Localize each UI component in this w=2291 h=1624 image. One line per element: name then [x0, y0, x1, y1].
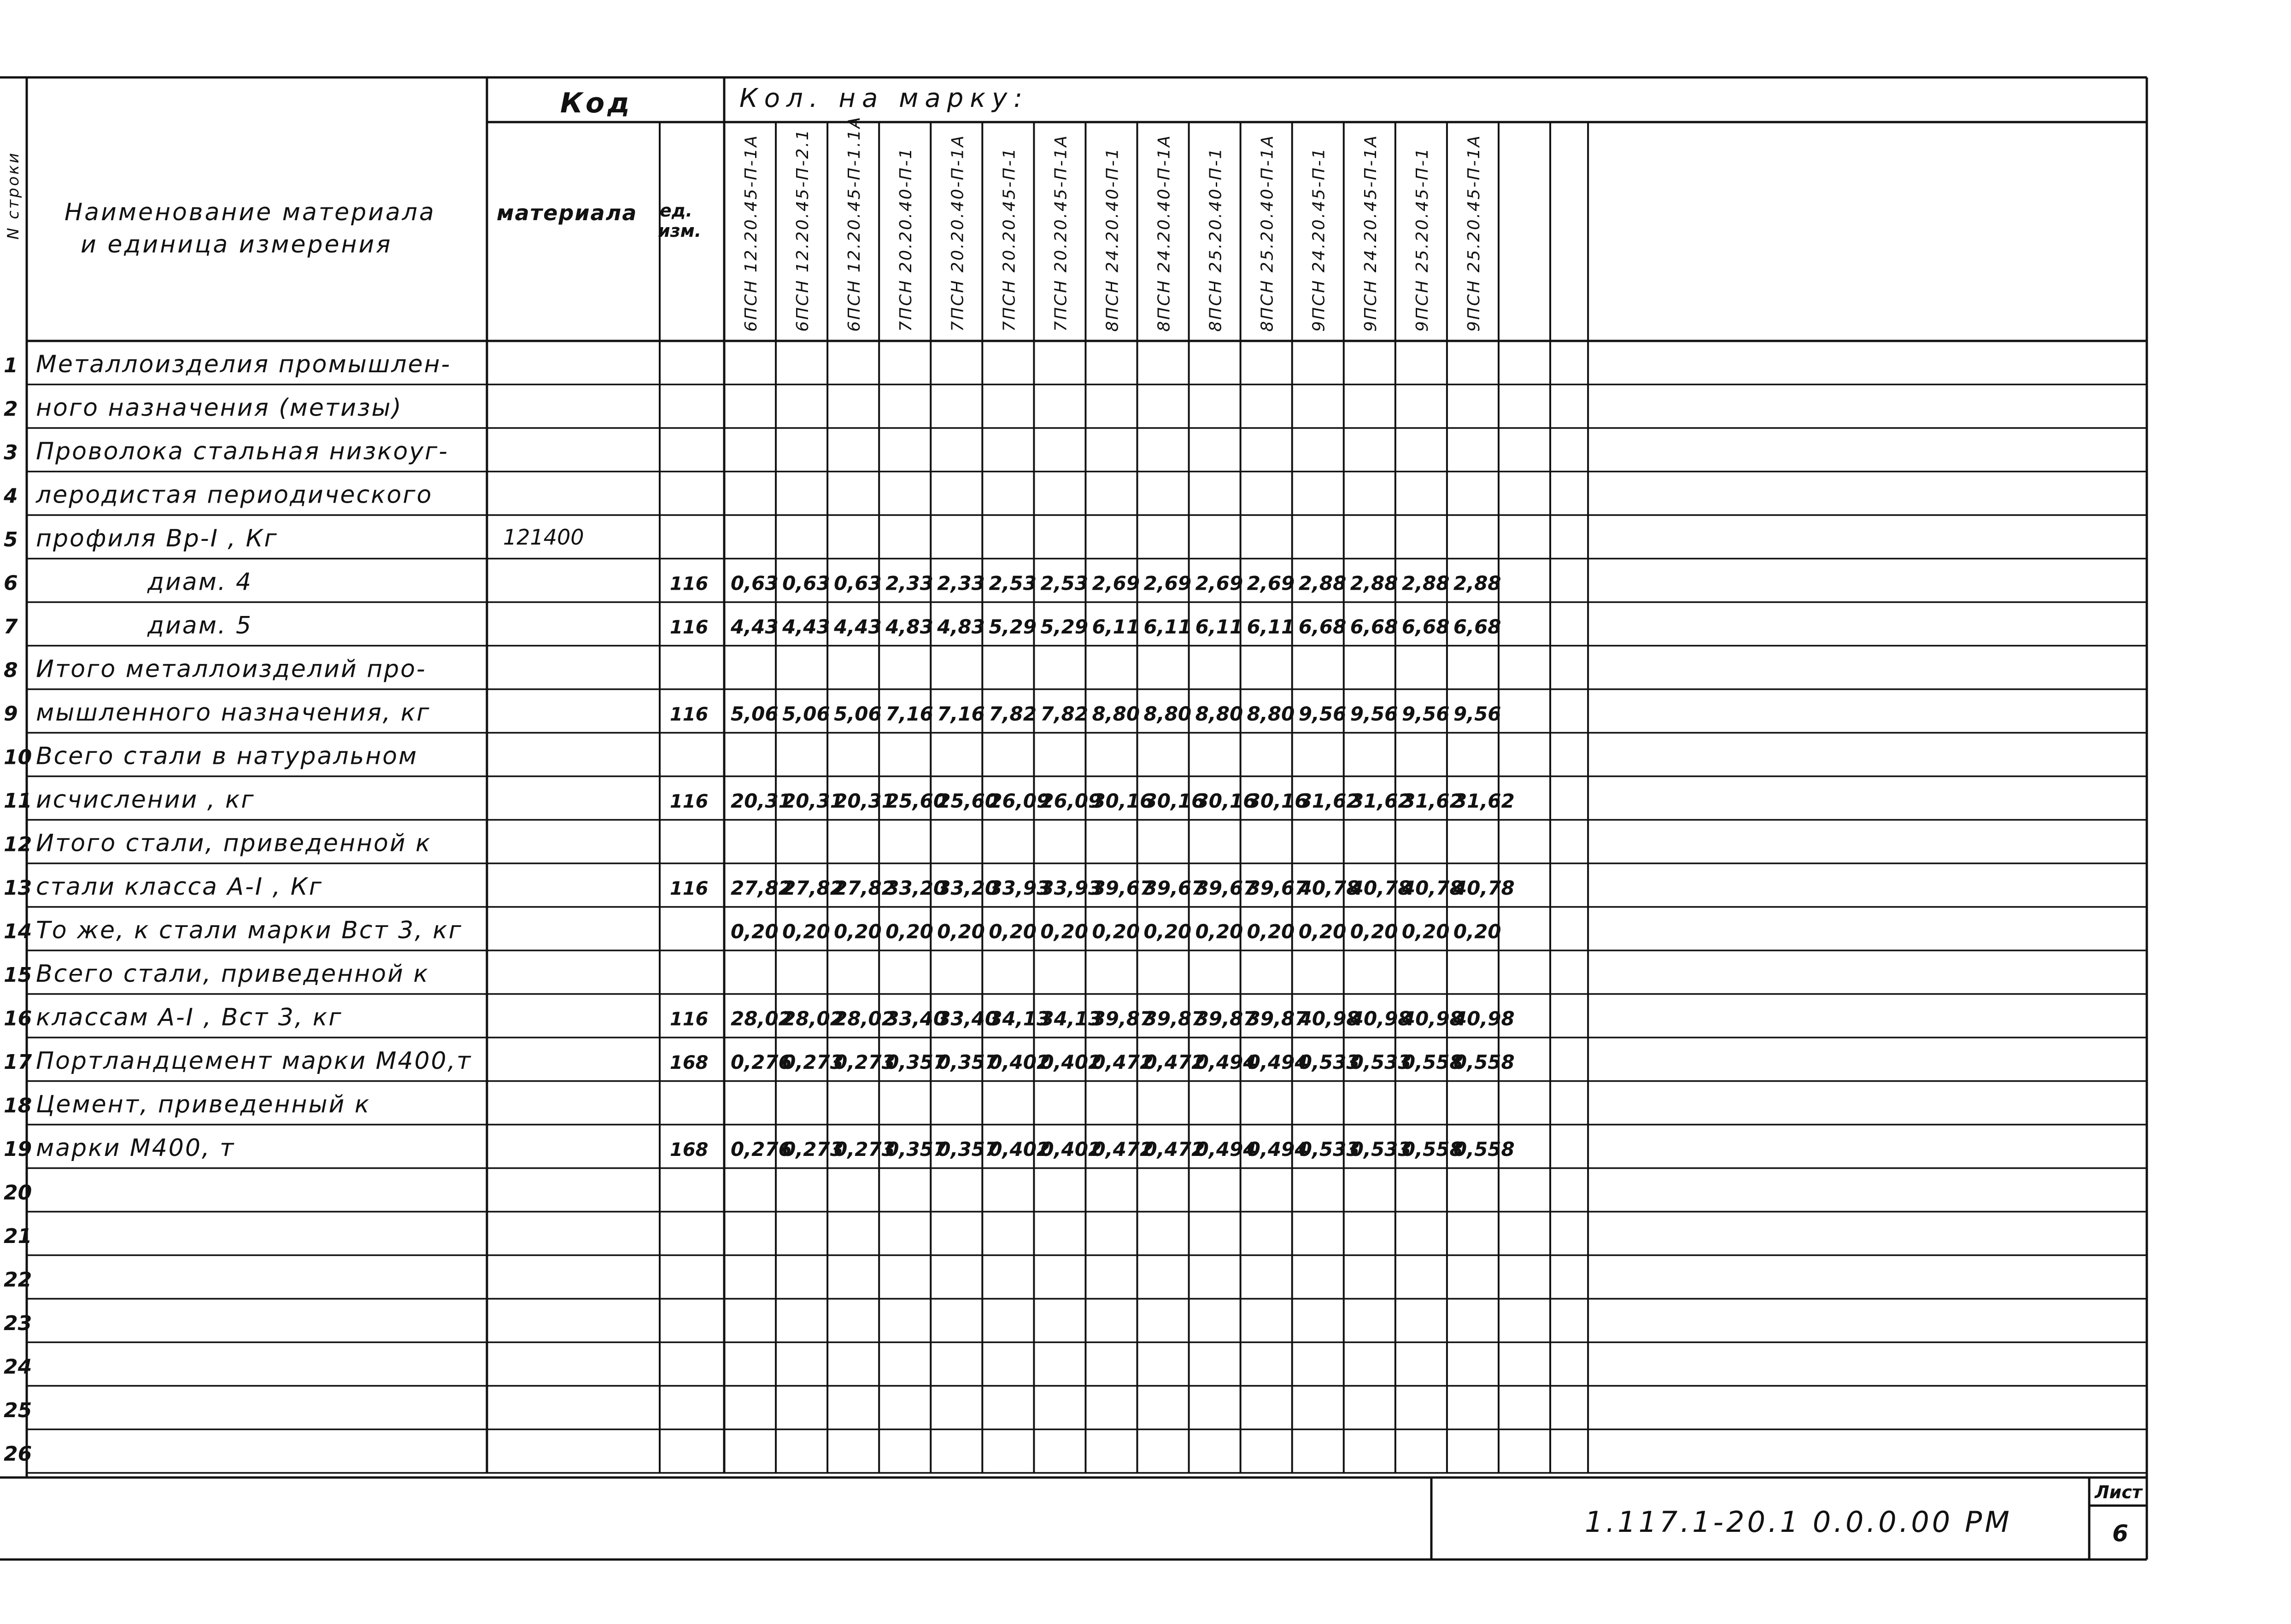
row-value: 2,69: [1247, 572, 1295, 595]
row-value: 39,67: [1247, 877, 1308, 900]
row-value: 2,69: [1092, 572, 1140, 595]
row-value: 40,98: [1298, 1007, 1360, 1030]
row-value: 0,494: [1195, 1138, 1257, 1161]
row-value: 0,402: [989, 1138, 1050, 1161]
row-value: 4,83: [885, 616, 933, 639]
mark-header-3: 6ПСН 12.20.45-П-1.1А: [845, 116, 864, 332]
row-name: леродистая периодического: [36, 481, 433, 509]
row-value: 26,09: [989, 790, 1050, 813]
row-value: 0,20: [1453, 920, 1501, 943]
row-value: 0,558: [1401, 1138, 1463, 1161]
row-value: 0,20: [1298, 920, 1347, 943]
row-value: 2,33: [885, 572, 933, 595]
row-number: 5: [4, 528, 18, 552]
row-name: Портландцемент марки М400,т: [36, 1047, 472, 1075]
row-value: 4,43: [834, 616, 882, 639]
row-value: 0,20: [1247, 920, 1295, 943]
row-number: 11: [4, 789, 32, 813]
mark-header-9: 8ПСН 24.20.40-П-1А: [1154, 134, 1174, 332]
row-number: 21: [4, 1225, 32, 1249]
row-material-code: 121400: [503, 525, 584, 550]
row-value: 39,87: [1247, 1007, 1308, 1030]
row-number: 19: [4, 1137, 32, 1161]
row-value: 30,16: [1143, 790, 1205, 813]
row-unit: 116: [670, 1008, 709, 1030]
row-value: 0,533: [1350, 1051, 1412, 1074]
row-number: 26: [4, 1442, 32, 1466]
row-value: 0,402: [1040, 1051, 1102, 1074]
table-header: [4, 83, 1029, 258]
row-value: 2,88: [1453, 572, 1501, 595]
row-number: 17: [4, 1050, 32, 1074]
row-value: 0,20: [1350, 920, 1398, 943]
row-number: 12: [4, 833, 32, 856]
row-name: мышленного назначения, кг: [36, 699, 431, 727]
row-unit: 116: [670, 573, 709, 595]
row-number: 25: [4, 1399, 32, 1423]
row-unit: 116: [670, 791, 709, 813]
row-value: 39,67: [1195, 877, 1257, 900]
row-value: 0,20: [1401, 920, 1450, 943]
quantity-group-header: Кол. на марку:: [739, 83, 1029, 113]
row-value: 6,11: [1143, 616, 1192, 639]
sheet-label: Лист: [2095, 1482, 2142, 1502]
row-value: 0,494: [1195, 1051, 1257, 1074]
row-value: 6,68: [1298, 616, 1347, 639]
mark-header-11: 8ПСН 25.20.40-П-1А: [1258, 134, 1277, 332]
row-unit: 168: [670, 1139, 709, 1161]
document-code: 1.117.1-20.1 0.0.0.00 РМ: [1585, 1505, 2012, 1539]
row-value: 39,67: [1143, 877, 1205, 900]
mark-header-13: 9ПСН 24.20.45-П-1А: [1361, 134, 1380, 332]
row-value: 31,62: [1401, 790, 1463, 813]
row-number: 4: [4, 484, 18, 508]
row-value: 20,31: [834, 790, 895, 813]
row-value: 5,06: [782, 703, 830, 726]
row-value: 6,11: [1092, 616, 1140, 639]
row-value: 2,69: [1195, 572, 1243, 595]
row-name: ного назначения (метизы): [36, 394, 403, 422]
row-value: 7,16: [937, 703, 985, 726]
row-value: 0,533: [1298, 1138, 1360, 1161]
row-value: 25,60: [885, 790, 947, 813]
row-value: 39,87: [1143, 1007, 1205, 1030]
sheet-number: 6: [2112, 1520, 2128, 1547]
mark-header-4: 7ПСН 20.20.40-П-1: [896, 147, 916, 332]
row-name: Металлоизделия промышлен-: [36, 351, 451, 379]
mark-header-1: 6ПСН 12.20.45-П-1А: [742, 134, 761, 332]
table-cells: [3, 116, 1515, 1466]
row-number: 2: [4, 397, 18, 421]
row-value: 7,16: [885, 703, 933, 726]
row-value: 0,20: [1092, 920, 1140, 943]
row-name: Всего стали в натуральном: [36, 742, 418, 770]
row-name: классам А-I , Вст 3, кг: [36, 1003, 343, 1032]
row-value: 31,62: [1298, 790, 1360, 813]
row-value: 4,43: [731, 616, 779, 639]
row-value: 9,56: [1298, 703, 1347, 726]
mark-header-14: 9ПСН 25.20.45-П-1: [1412, 147, 1432, 332]
mark-header-12: 9ПСН 24.20.45-П-1: [1309, 147, 1329, 332]
row-value: 0,20: [1195, 920, 1243, 943]
code-group-header: Код: [560, 87, 633, 119]
row-value: 0,472: [1092, 1051, 1154, 1074]
row-name: Итого стали, приведенной к: [36, 829, 432, 857]
row-value: 8,80: [1143, 703, 1192, 726]
row-value: 5,29: [1040, 616, 1089, 639]
row-value: 39,87: [1092, 1007, 1154, 1030]
row-value: 33,40: [937, 1007, 999, 1030]
row-value: 40,78: [1453, 877, 1515, 900]
row-value: 0,20: [731, 920, 779, 943]
row-value: 27,82: [731, 877, 792, 900]
row-value: 39,87: [1195, 1007, 1257, 1030]
row-value: 28,02: [731, 1007, 792, 1030]
row-name: марки М400, т: [36, 1134, 235, 1162]
row-number: 22: [4, 1268, 32, 1292]
row-value: 0,63: [782, 572, 830, 595]
title-block: [1431, 1477, 2147, 1560]
row-value: 30,16: [1092, 790, 1154, 813]
row-value: 6,11: [1247, 616, 1295, 639]
row-value: 0,533: [1298, 1051, 1360, 1074]
mark-header-6: 7ПСН 20.20.45-П-1: [1000, 147, 1019, 332]
row-value: 7,82: [989, 703, 1037, 726]
row-value: 0,20: [885, 920, 933, 943]
row-name: Итого металлоизделий про-: [36, 655, 427, 683]
row-value: 0,63: [731, 572, 779, 595]
row-number: 24: [4, 1355, 32, 1379]
mark-header-8: 8ПСН 24.20.40-П-1: [1103, 147, 1122, 332]
row-value: 0,472: [1092, 1138, 1154, 1161]
row-value: 0,273: [782, 1138, 844, 1161]
row-value: 7,82: [1040, 703, 1089, 726]
row-name: стали класса А-I , Кг: [36, 873, 323, 901]
row-value: 0,494: [1247, 1051, 1308, 1074]
unit-header-line-1: ед.: [660, 200, 692, 221]
row-value: 0,20: [834, 920, 882, 943]
mark-header-7: 7ПСН 20.20.45-П-1А: [1051, 134, 1071, 332]
row-value: 40,78: [1401, 877, 1463, 900]
row-value: 39,67: [1092, 877, 1154, 900]
row-value: 0,276: [731, 1138, 792, 1161]
row-number: 18: [4, 1094, 32, 1118]
row-number: 14: [4, 920, 32, 944]
row-value: 31,62: [1350, 790, 1412, 813]
row-value: 26,09: [1040, 790, 1102, 813]
row-value: 0,273: [834, 1138, 895, 1161]
row-value: 33,93: [1040, 877, 1102, 900]
row-value: 0,20: [1040, 920, 1089, 943]
unit-header-line-2: изм.: [658, 221, 702, 241]
row-number: 23: [4, 1312, 32, 1336]
row-value: 34,13: [989, 1007, 1050, 1030]
row-value: 33,93: [989, 877, 1050, 900]
row-value: 0,402: [1040, 1138, 1102, 1161]
name-header-line-1: Наименование материала: [64, 199, 436, 226]
row-value: 2,88: [1350, 572, 1398, 595]
row-name: исчислении , кг: [36, 786, 255, 814]
row-value: 0,357: [885, 1138, 947, 1161]
row-value: 2,88: [1401, 572, 1450, 595]
row-value: 31,62: [1453, 790, 1515, 813]
row-name: диам. 4: [147, 568, 252, 596]
row-value: 33,20: [885, 877, 947, 900]
row-value: 8,80: [1247, 703, 1295, 726]
row-value: 33,20: [937, 877, 999, 900]
name-header-line-2: и единица измерения: [81, 231, 393, 258]
row-value: 6,68: [1453, 616, 1501, 639]
row-value: 28,02: [782, 1007, 844, 1030]
row-number: 9: [4, 702, 18, 726]
row-value: 4,83: [937, 616, 985, 639]
row-value: 0,494: [1247, 1138, 1308, 1161]
row-number: 16: [4, 1007, 32, 1031]
row-value: 40,78: [1298, 877, 1360, 900]
row-number: 6: [4, 571, 18, 595]
row-value: 0,357: [885, 1051, 947, 1074]
row-value: 0,273: [834, 1051, 895, 1074]
row-name: Цемент, приведенный к: [36, 1090, 371, 1119]
row-number: 8: [4, 658, 18, 682]
row-value: 0,20: [989, 920, 1037, 943]
row-value: 0,273: [782, 1051, 844, 1074]
row-number: 13: [4, 876, 32, 900]
row-value: 30,16: [1247, 790, 1308, 813]
row-value: 40,78: [1350, 877, 1412, 900]
row-value: 8,80: [1092, 703, 1140, 726]
row-unit: 116: [670, 878, 709, 900]
row-value: 0,558: [1401, 1051, 1463, 1074]
row-value: 2,53: [989, 572, 1037, 595]
table-grid: [27, 77, 2147, 1473]
row-name: профиля Вр-I , Кг: [36, 525, 278, 553]
row-value: 6,68: [1350, 616, 1398, 639]
row-value: 40,98: [1350, 1007, 1412, 1030]
row-value: 5,06: [834, 703, 882, 726]
row-value: 34,13: [1040, 1007, 1102, 1030]
row-value: 25,60: [937, 790, 999, 813]
row-value: 6,11: [1195, 616, 1243, 639]
row-value: 0,402: [989, 1051, 1050, 1074]
mark-header-2: 6ПСН 12.20.45-П-2.1: [793, 128, 813, 332]
row-value: 5,29: [989, 616, 1037, 639]
mark-header-15: 9ПСН 25.20.45-П-1А: [1464, 134, 1483, 332]
row-value: 0,357: [937, 1051, 999, 1074]
row-unit: 116: [670, 704, 709, 726]
row-value: 9,56: [1350, 703, 1398, 726]
row-name: Всего стали, приведенной к: [36, 960, 429, 988]
row-name: диам. 5: [147, 612, 252, 640]
row-value: 9,56: [1453, 703, 1501, 726]
row-value: 0,20: [1143, 920, 1192, 943]
row-number: 3: [4, 441, 18, 465]
row-value: 0,558: [1453, 1138, 1515, 1161]
row-value: 0,533: [1350, 1138, 1412, 1161]
row-value: 30,16: [1195, 790, 1257, 813]
row-number: 1: [4, 354, 18, 378]
row-value: 2,88: [1298, 572, 1347, 595]
row-unit: 168: [670, 1052, 709, 1074]
row-value: 27,82: [834, 877, 895, 900]
row-value: 6,68: [1401, 616, 1450, 639]
row-value: 2,53: [1040, 572, 1089, 595]
mark-header-10: 8ПСН 25.20.40-П-1: [1206, 147, 1225, 332]
row-number: 15: [4, 963, 32, 987]
row-value: 0,472: [1143, 1051, 1205, 1074]
row-value: 0,472: [1143, 1138, 1205, 1161]
row-value: 4,43: [782, 616, 830, 639]
mark-header-5: 7ПСН 20.20.40-П-1А: [948, 134, 967, 332]
row-value: 5,06: [731, 703, 779, 726]
row-value: 0,276: [731, 1051, 792, 1074]
row-value: 28,02: [834, 1007, 895, 1030]
row-number: 7: [4, 615, 18, 639]
row-name: Проволока стальная низкоуг-: [36, 438, 449, 466]
row-value: 0,20: [782, 920, 830, 943]
row-value: 8,80: [1195, 703, 1243, 726]
row-value: 0,63: [834, 572, 882, 595]
row-value: 2,69: [1143, 572, 1192, 595]
row-name: То же, к стали марки Вст 3, кг: [36, 916, 463, 944]
row-value: 40,98: [1401, 1007, 1463, 1030]
row-value: 9,56: [1401, 703, 1450, 726]
table-frame: [0, 77, 2147, 1560]
row-value: 20,31: [731, 790, 792, 813]
row-value: 20,31: [782, 790, 844, 813]
row-value: 0,20: [937, 920, 985, 943]
row-number: 10: [4, 745, 32, 769]
row-number: 20: [4, 1181, 32, 1205]
row-value: 2,33: [937, 572, 985, 595]
row-value: 27,82: [782, 877, 844, 900]
row-value: 0,558: [1453, 1051, 1515, 1074]
row-value: 40,98: [1453, 1007, 1515, 1030]
row-number-header: N строки: [4, 151, 23, 240]
row-value: 33,40: [885, 1007, 947, 1030]
row-unit: 116: [670, 617, 709, 639]
row-value: 0,357: [937, 1138, 999, 1161]
material-code-header: материала: [497, 200, 638, 225]
